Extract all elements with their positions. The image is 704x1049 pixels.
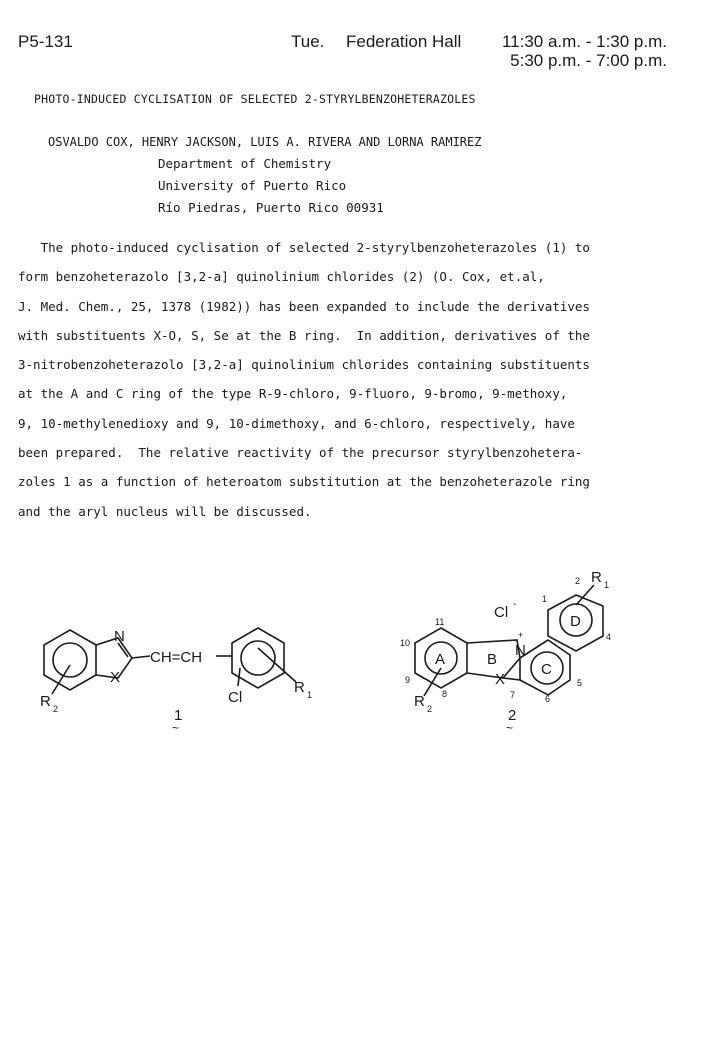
ring-bc-bond (503, 678, 520, 680)
structure1-tilde: ~ (172, 721, 180, 735)
abstract-line: at the A and C ring of the type R-9-chloro, 9-fluoro, 9-bromo, 9-methoxy, (18, 386, 568, 402)
abstract-line: J. Med. Chem., 25, 1378 (1982)) has been expanded to include the derivatives (18, 298, 590, 314)
abstract-line: 3-nitrobenzoheterazolo [3,2-a] quinolinium chlorides containing substituents (18, 357, 590, 373)
session-time-1: 11:30 a.m. - 1:30 p.m. (501, 32, 667, 51)
abstract-line: and the aryl nucleus will be discussed. (18, 503, 312, 519)
structure1-r2: R (40, 693, 51, 710)
structure1-benzene-ring (44, 630, 96, 690)
structure1-cl: Cl (228, 689, 243, 706)
position-7: 7 (510, 690, 516, 700)
abstract-line: with substituents X-O, S, Se at the B ring. In addition, derivatives of the (18, 327, 590, 343)
structure2-n: N (515, 642, 526, 659)
authors: OSVALDO COX, HENRY JACKSON, LUIS A. RIVERA AND LORNA RAMIREZ (48, 135, 482, 149)
affiliation-address: Río Piedras, Puerto Rico 00931 (158, 200, 384, 215)
structure1-x: X (110, 669, 121, 686)
session-times (502, 32, 667, 70)
position-4: 4 (606, 632, 612, 642)
position-10: 10 (400, 638, 411, 648)
ring-c-label: C (541, 661, 552, 678)
abstract-line: been prepared. The relative reactivity of the precursor styrylbenzohetera- (18, 445, 583, 461)
structure1-label: 1 (174, 707, 183, 724)
structure-2 (415, 585, 603, 696)
structure-1-labels (40, 628, 312, 735)
structure2-x: X (495, 671, 506, 688)
position-5: 5 (577, 678, 583, 688)
ring-d-label: D (570, 613, 581, 630)
abstract-line: 9, 10-methylenedioxy and 9, 10-dimethoxy, and 6-chloro, respectively, have (18, 415, 575, 431)
structure1-aryl-ring (232, 628, 284, 688)
abstract-line: The photo-induced cyclisation of selected 2-styrylbenzoheterazoles (1) to (18, 240, 590, 255)
structure2-charge: - (513, 599, 517, 610)
affiliation-university: University of Puerto Rico (158, 178, 347, 193)
structure1-n: N (114, 628, 125, 645)
abstract-line: zoles 1 as a function of heteroatom substitution at the benzoheterazole ring (18, 474, 590, 490)
structure2-r2-sub: 2 (427, 704, 433, 714)
position-9: 9 (405, 675, 411, 685)
structure-2-labels (400, 569, 611, 735)
session-id: P5-131 (18, 32, 73, 51)
affiliation-department: Department of Chemistry (158, 156, 332, 171)
position-6: 6 (545, 694, 551, 704)
structure1-r1-sub: 1 (307, 690, 313, 700)
structure1-aromatic-circle (53, 643, 87, 677)
structure1-linker: CH=CH (150, 649, 203, 666)
structure2-label: 2 (508, 707, 517, 724)
abstract-body (18, 240, 628, 533)
ring-a-label: A (435, 651, 446, 668)
structure2-tilde: ~ (506, 721, 514, 735)
session-venue: Federation Hall (346, 32, 462, 51)
structure2-plus: + (518, 630, 524, 640)
abstract-title: PHOTO-INDUCED CYCLISATION OF SELECTED 2-STYRYLBENZOHETERAZOLES (34, 92, 476, 106)
position-11: 11 (435, 617, 445, 627)
position-8: 8 (442, 689, 448, 699)
structure2-chloride: Cl (494, 604, 509, 621)
structure2-r1: R (591, 569, 602, 586)
structure1-r2-sub: 2 (53, 704, 59, 714)
position-1: 1 (542, 594, 548, 604)
structure1-bond (132, 656, 150, 658)
chemical-structures (0, 560, 704, 760)
ring-b-label: B (487, 651, 498, 668)
structure1-r2-bond (52, 665, 70, 694)
session-time-2: 5:30 p.m. - 7:00 p.m. (510, 51, 667, 70)
abstract-line: form benzoheterazolo [3,2-a] quinolinium chlorides (2) (O. Cox, et.al, (18, 269, 545, 285)
structure1-cl-bond (238, 668, 240, 686)
structure2-r2: R (414, 693, 425, 710)
structure1-r1: R (294, 679, 305, 696)
position-2: 2 (575, 576, 581, 586)
session-day: Tue. (291, 32, 325, 51)
structure2-r1-sub: 1 (604, 580, 610, 590)
